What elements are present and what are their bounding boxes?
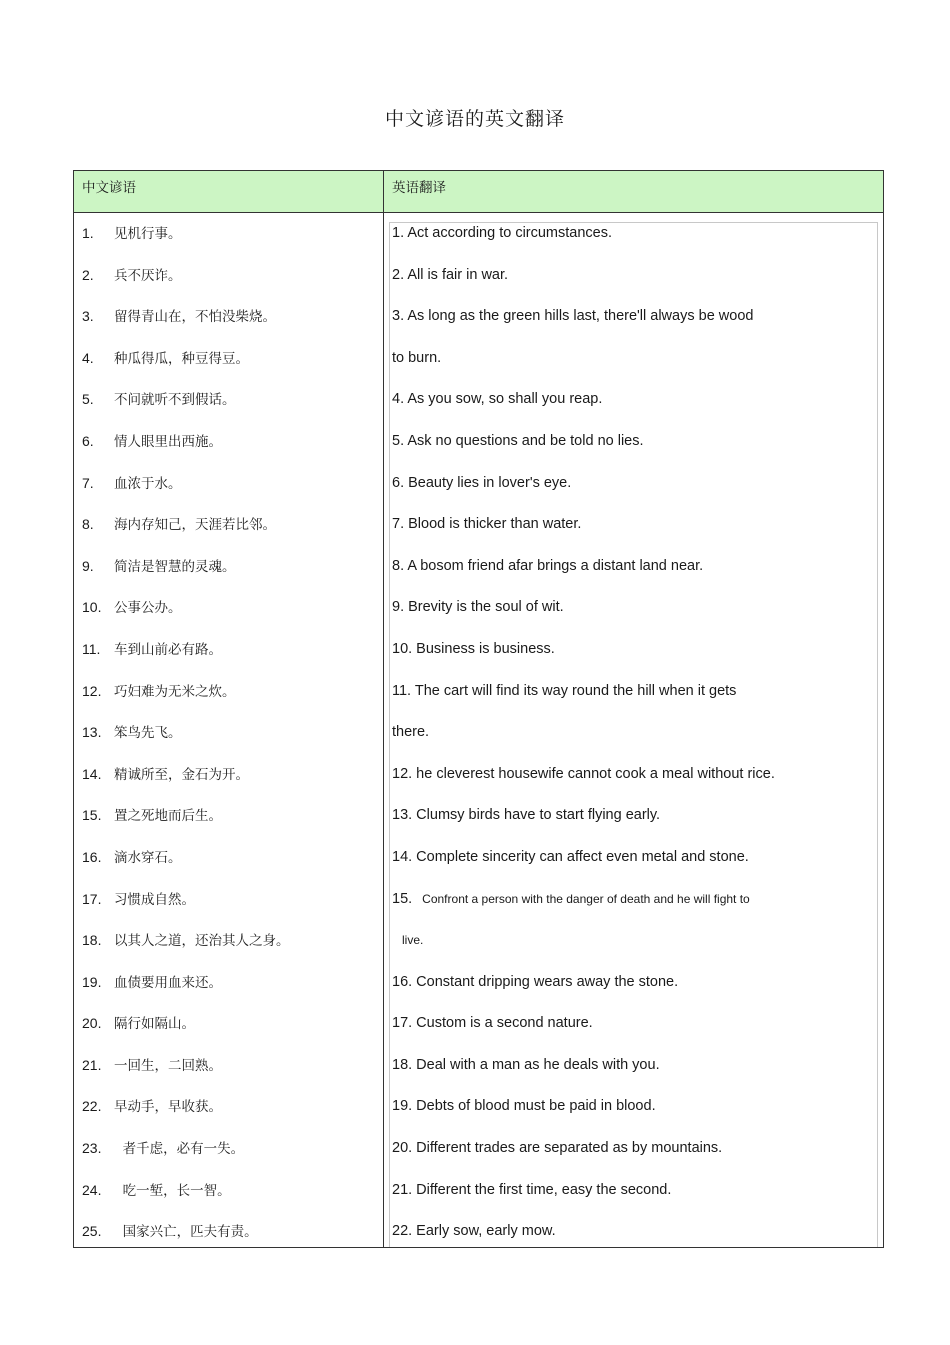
cn-row-text: 种瓜得瓜，种豆得豆。	[114, 350, 249, 367]
cn-row-text: 兵不厌诈。	[114, 267, 182, 284]
cn-row-text: 巧妇难为无米之炊。	[114, 683, 236, 700]
cn-row-number: 18.	[82, 932, 102, 949]
cn-row-text: 留得青山在，不怕没柴烧。	[114, 309, 276, 326]
cn-row-number: 2.	[82, 266, 94, 283]
en-row: 8. A bosom friend afar brings a distant land near.	[392, 557, 704, 574]
cn-row-text: 简洁是智慧的灵魂。	[114, 558, 236, 575]
cn-row-text: 车到山前必有路。	[114, 641, 222, 658]
cn-row	[74, 421, 383, 463]
cn-row-number: 21.	[82, 1056, 102, 1073]
en-row: 4. As you sow, so shall you reap.	[392, 391, 603, 408]
en-row: 17. Custom is a second nature.	[392, 1015, 593, 1032]
cn-row-number: 4.	[82, 349, 94, 366]
cn-row	[74, 920, 383, 962]
cn-row	[74, 463, 383, 505]
cn-row-number: 23.	[82, 1140, 102, 1157]
cn-row-text: 隔行如隔山。	[114, 1016, 195, 1033]
en-row: 5. Ask no questions and be told no lies.	[392, 432, 644, 449]
cn-row	[74, 1003, 383, 1045]
en-row: 1. Act according to circumstances.	[392, 225, 613, 241]
proverb-table	[73, 170, 884, 1248]
cn-row	[74, 1128, 383, 1170]
cn-row-text: 滴水穿石。	[114, 849, 182, 866]
cn-row	[74, 255, 383, 297]
cn-row	[74, 1211, 383, 1253]
cn-row	[74, 795, 383, 837]
en-row: 2. All is fair in war.	[392, 266, 509, 283]
cn-row	[74, 962, 383, 1004]
header-en: 英语翻译	[384, 171, 883, 213]
cn-row-number: 16.	[82, 848, 102, 865]
cn-row-number: 7.	[82, 474, 94, 491]
cn-row-number: 14.	[82, 765, 102, 782]
cn-row-text: 者千虑，必有一失。	[114, 1141, 245, 1158]
en-row: 22. Early sow, early mow.	[392, 1223, 556, 1240]
cn-row-number: 3.	[82, 308, 94, 325]
column-divider	[383, 213, 384, 1247]
cn-row-number: 8.	[82, 516, 94, 533]
en-row-number: 15.	[392, 890, 413, 907]
cn-row-number: 1.	[82, 225, 94, 241]
en-row: 3. As long as the green hills last, there'll always be wood	[392, 308, 754, 325]
en-row: 20. Different trades are separated as by mountains.	[392, 1140, 723, 1157]
en-row: 14. Complete sincerity can affect even metal and stone.	[392, 848, 749, 865]
cn-row-number: 22.	[82, 1098, 102, 1115]
cn-row-text: 早动手，早收获。	[114, 1099, 222, 1116]
cn-row	[74, 1170, 383, 1212]
cn-row	[74, 546, 383, 588]
en-row: 21. Different the first time, easy the second.	[392, 1181, 672, 1198]
cn-row-number: 6.	[82, 432, 94, 449]
cn-row-text: 习惯成自然。	[114, 891, 195, 908]
cn-row-number: 12.	[82, 682, 102, 699]
en-row: there.	[392, 724, 430, 741]
cn-row	[74, 1086, 383, 1128]
en-row	[391, 920, 871, 962]
cn-row	[74, 587, 383, 629]
cn-row-number: 24.	[82, 1181, 102, 1198]
cn-row	[74, 504, 383, 546]
cn-row	[74, 712, 383, 754]
en-row-text: Confront a person with the danger of death and he will fight to	[422, 891, 750, 906]
en-row: 13. Clumsy birds have to start flying early.	[392, 807, 661, 824]
cn-row-number: 10.	[82, 599, 102, 616]
cn-row-text: 国家兴亡，匹夫有责。	[114, 1224, 258, 1241]
en-row: 12. he cleverest housewife cannot cook a meal without rice.	[392, 765, 775, 782]
cn-row-number: 20.	[82, 1015, 102, 1032]
cn-row-text: 血债要用血来还。	[114, 974, 222, 991]
en-row-text: live.	[402, 933, 424, 948]
cn-row-text: 情人眼里出西施。	[114, 433, 222, 450]
header-cn: 中文谚语	[74, 171, 384, 213]
cn-row-number: 5.	[82, 391, 94, 408]
cn-row	[74, 1045, 383, 1087]
cn-row-text: 吃一堑，长一智。	[114, 1182, 231, 1199]
cn-row-text: 见机行事。	[114, 226, 182, 242]
page-title: 中文谚语的英文翻译	[384, 108, 565, 130]
en-row: 19. Debts of blood must be paid in blood.	[392, 1098, 656, 1115]
cn-row	[74, 379, 383, 421]
cn-row	[74, 754, 383, 796]
cn-row	[74, 629, 383, 671]
cn-row-text: 以其人之道，还治其人之身。	[114, 933, 290, 950]
cn-row-number: 11.	[82, 640, 101, 657]
cn-column	[74, 213, 383, 1253]
en-row: 6. Beauty lies in lover's eye.	[392, 474, 572, 491]
cn-row	[74, 837, 383, 879]
en-row: to burn.	[392, 349, 442, 366]
cn-row	[74, 879, 383, 921]
en-row: 16. Constant dripping wears away the stone.	[392, 973, 679, 990]
en-column	[391, 213, 871, 1253]
cn-row	[74, 213, 383, 255]
en-row: 9. Brevity is the soul of wit.	[392, 599, 564, 616]
cn-row-text: 精诚所至，金石为开。	[114, 766, 249, 783]
cn-row-number: 19.	[82, 973, 102, 990]
cn-row-text: 一回生，二回熟。	[114, 1057, 222, 1074]
cn-row-text: 不问就听不到假话。	[114, 392, 236, 409]
cn-row-number: 9.	[82, 557, 94, 574]
cn-row-number: 13.	[82, 724, 102, 741]
cn-row-text: 公事公办。	[114, 600, 182, 617]
en-row	[391, 879, 871, 921]
cn-row	[74, 296, 383, 338]
en-row: 18. Deal with a man as he deals with you.	[392, 1056, 660, 1073]
cn-row-text: 笨鸟先飞。	[114, 725, 182, 742]
en-row: 10. Business is business.	[392, 640, 555, 657]
cn-row-text: 置之死地而后生。	[114, 808, 222, 825]
cn-row-text: 海内存知己，天涯若比邻。	[114, 517, 276, 534]
en-row: 7. Blood is thicker than water.	[392, 516, 582, 533]
cn-row-text: 血浓于水。	[114, 475, 182, 492]
cn-row	[74, 671, 383, 713]
cn-row-number: 15.	[82, 807, 102, 824]
en-row: 11. The cart will find its way round the hill when it gets	[392, 682, 737, 699]
cn-row-number: 25.	[82, 1223, 102, 1240]
cn-row	[74, 338, 383, 380]
cn-row-number: 17.	[82, 890, 102, 907]
